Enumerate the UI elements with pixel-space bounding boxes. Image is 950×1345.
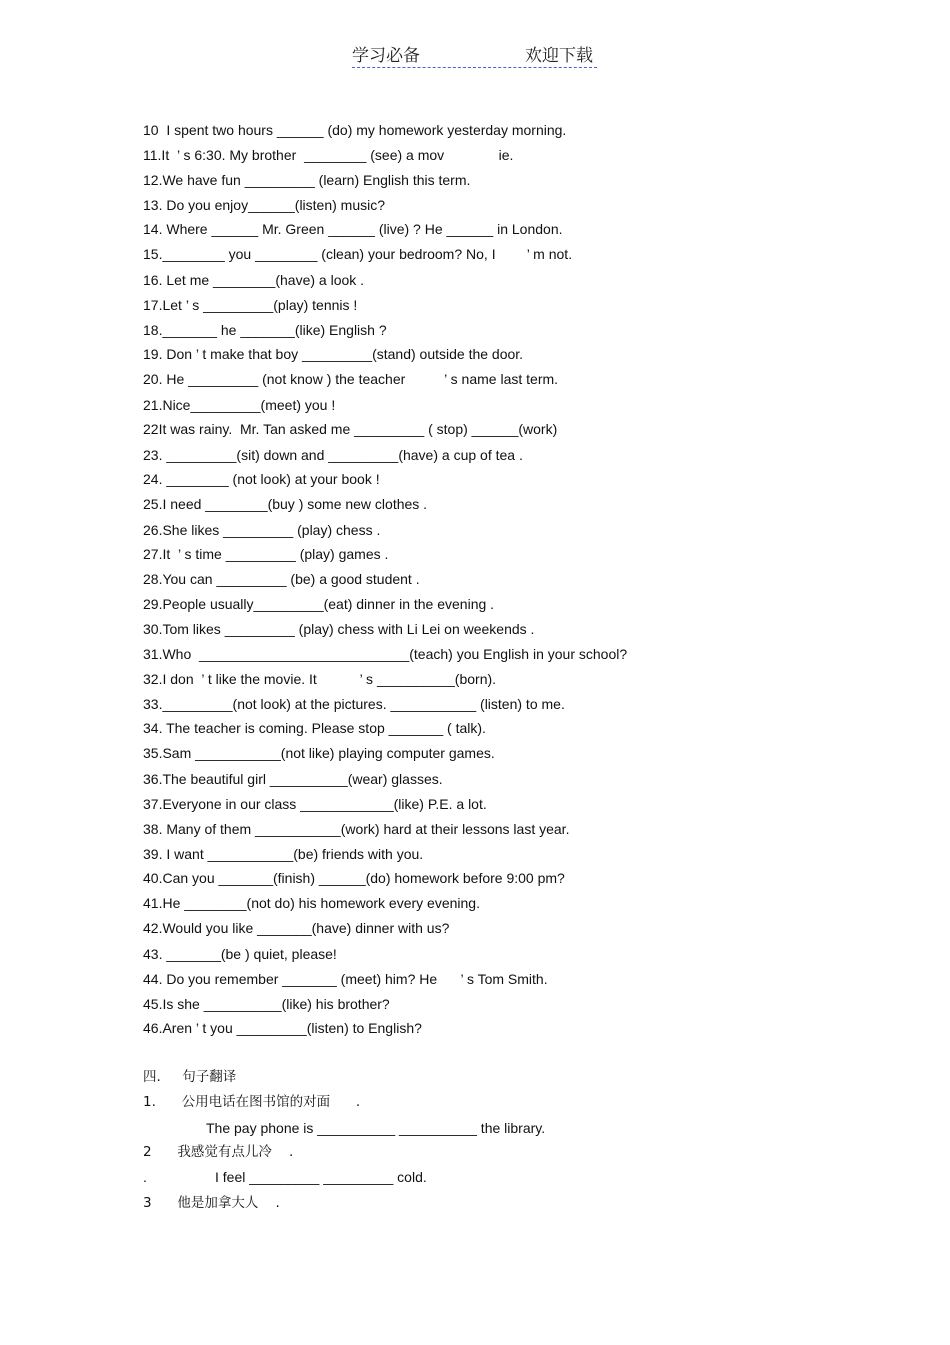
exercise-item: 36.The beautiful girl __________(wear) glasses. <box>143 771 443 787</box>
translation-answer-1: The pay phone is __________ __________ the library. <box>206 1120 546 1136</box>
translation-prompt-2: 2 我感觉有点儿冷 . <box>143 1144 294 1160</box>
exercise-item: 46.Aren ’ t you _________(listen) to English? <box>143 1020 422 1036</box>
exercise-item: 23. _________(sit) down and _________(have) a cup of tea . <box>143 447 523 463</box>
exercise-item: 31.Who ___________________________(teach) you English in your school? <box>143 646 628 662</box>
header-left-text: 学习必备 <box>352 46 420 66</box>
exercise-item: 10 I spent two hours ______ (do) my homework yesterday morning. <box>143 122 567 138</box>
exercise-item: 21.Nice_________(meet) you ! <box>143 397 336 413</box>
exercise-item: 42.Would you like _______(have) dinner with us? <box>143 920 450 936</box>
exercise-item: 22It was rainy. Mr. Tan asked me _________ ( stop) ______(work) <box>143 421 558 437</box>
exercise-item: 32.I don ’ t like the movie. It ’ s __________(born). <box>143 671 497 687</box>
exercise-item: 29.People usually_________(eat) dinner in the evening . <box>143 596 495 612</box>
exercise-item: 40.Can you _______(finish) ______(do) homework before 9:00 pm? <box>143 870 565 886</box>
exercise-item: 24. ________ (not look) at your book ! <box>143 471 380 487</box>
exercise-item: 13. Do you enjoy______(listen) music? <box>143 197 386 213</box>
exercise-item: 17.Let ’ s _________(play) tennis ! <box>143 297 358 313</box>
exercise-item: 38. Many of them ___________(work) hard at their lessons last year. <box>143 821 570 837</box>
exercise-item: 11.It ’ s 6:30. My brother ________ (see) a mov ie. <box>143 147 514 163</box>
exercise-item: 30.Tom likes _________ (play) chess with Li Lei on weekends . <box>143 621 535 637</box>
page-header <box>352 41 597 68</box>
exercise-item: 33._________(not look) at the pictures. ___________ (listen) to me. <box>143 696 565 712</box>
exercise-item: 35.Sam ___________(not like) playing computer games. <box>143 745 495 761</box>
exercise-item: 14. Where ______ Mr. Green ______ (live) ? He ______ in London. <box>143 221 563 237</box>
exercise-item: 41.He ________(not do) his homework every evening. <box>143 895 480 911</box>
exercise-item: 18._______ he _______(like) English ? <box>143 322 387 338</box>
exercise-item: 27.It ’ s time _________ (play) games . <box>143 546 389 562</box>
section-title: 四. 句子翻译 <box>143 1069 237 1085</box>
exercise-item: 44. Do you remember _______ (meet) him? He ’ s Tom Smith. <box>143 971 548 987</box>
translation-dot: . <box>143 1169 147 1185</box>
exercise-item: 25.I need ________(buy ) some new clothes . <box>143 496 428 512</box>
exercise-item: 37.Everyone in our class ____________(like) P.E. a lot. <box>143 796 487 812</box>
translation-prompt-1: 1. 公用电话在图书馆的对面 . <box>143 1094 361 1110</box>
translation-prompt-3: 3 他是加拿大人 . <box>143 1195 280 1211</box>
exercise-item: 39. I want ___________(be) friends with you. <box>143 846 424 862</box>
exercise-item: 34. The teacher is coming. Please stop _______ ( talk). <box>143 720 486 736</box>
exercise-item: 20. He _________ (not know ) the teacher ’ s name last term. <box>143 371 559 387</box>
exercise-item: 19. Don ’ t make that boy _________(stand) outside the door. <box>143 346 524 362</box>
exercise-item: 26.She likes _________ (play) chess . <box>143 522 381 538</box>
exercise-item: 15.________ you ________ (clean) your bedroom? No, I ’ m not. <box>143 246 573 262</box>
exercise-item: 45.Is she __________(like) his brother? <box>143 996 390 1012</box>
header-right-text: 欢迎下载 <box>525 46 593 66</box>
exercise-item: 16. Let me ________(have) a look . <box>143 272 365 288</box>
exercise-item: 28.You can _________ (be) a good student . <box>143 571 420 587</box>
exercise-item: 43. _______(be ) quiet, please! <box>143 946 337 962</box>
translation-answer-2: I feel _________ _________ cold. <box>215 1169 427 1185</box>
exercise-item: 12.We have fun _________ (learn) English this term. <box>143 172 471 188</box>
